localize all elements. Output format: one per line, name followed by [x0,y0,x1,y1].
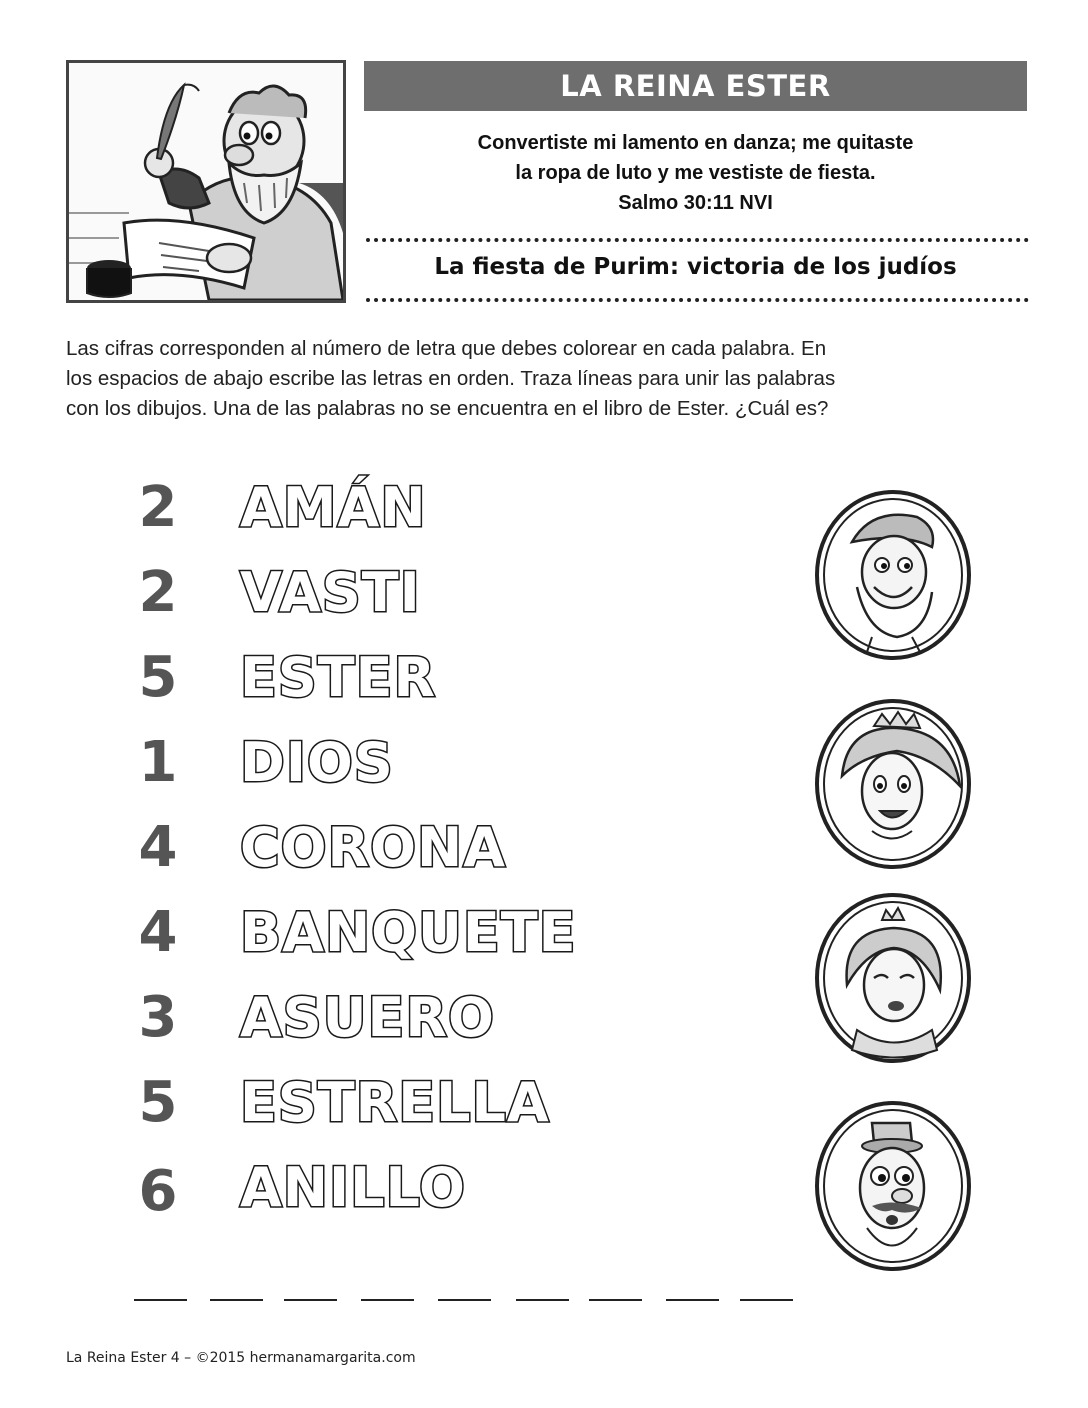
letter-number: 2 [138,475,178,540]
dotted-divider [366,298,1029,302]
instruction-line: Las cifras corresponden al número de letra que debes colorear en cada palabra. En [66,337,827,360]
letter-number: 4 [138,815,178,880]
instructions [66,334,1026,424]
answer-blank[interactable] [210,1299,263,1301]
outline-word[interactable]: AMÁN [240,476,427,539]
outline-word[interactable]: ANILLO [240,1156,466,1219]
outline-word[interactable]: CORONA [240,816,507,879]
answer-blank[interactable] [284,1299,337,1301]
answer-blank[interactable] [438,1299,491,1301]
outline-word[interactable]: ASUERO [240,986,495,1049]
crowned-queen-portrait[interactable] [812,890,974,1066]
verse-line: la ropa de luto y me vestiste de fiesta. [515,162,876,184]
letter-number: 6 [138,1159,178,1224]
dotted-divider [366,238,1029,242]
smiling-queen-portrait[interactable] [812,696,974,872]
answer-blank[interactable] [666,1299,719,1301]
outline-word[interactable]: DIOS [240,731,394,794]
bible-verse [364,128,1027,218]
outline-word[interactable]: VASTI [240,561,421,624]
letter-number: 5 [138,645,178,710]
verse-line: Convertiste mi lamento en danza; me quitaste [477,132,914,154]
footer-credit: La Reina Ester 4 – ©2015 hermanamargarita.com [66,1350,416,1366]
answer-blank[interactable] [134,1299,187,1301]
scribe-illustration [66,60,346,303]
letter-number: 1 [138,730,178,795]
man-with-hat-portrait[interactable] [812,1098,974,1274]
answer-blank[interactable] [589,1299,642,1301]
verse-reference: Salmo 30:11 NVI [618,192,773,214]
outline-word[interactable]: ESTRELLA [240,1071,550,1134]
letter-number: 5 [138,1070,178,1135]
instruction-line: con los dibujos. Una de las palabras no se encuentra en el libro de Ester. ¿Cuál es? [66,397,829,420]
bearded-man-portrait[interactable] [812,487,974,663]
answer-blank[interactable] [361,1299,414,1301]
letter-number: 3 [138,985,178,1050]
answer-blank[interactable] [516,1299,569,1301]
outline-word[interactable]: ESTER [240,646,437,709]
letter-number: 2 [138,560,178,625]
answer-blank[interactable] [740,1299,793,1301]
lesson-subtitle: La fiesta de Purim: victoria de los judíos [434,254,957,280]
page-title: LA REINA ESTER [364,61,1027,111]
outline-word[interactable]: BANQUETE [240,901,577,964]
scribe-drawing [69,63,343,300]
instruction-line: los espacios de abajo escribe las letras en orden. Traza líneas para unir las palabras [66,367,836,390]
letter-number: 4 [138,900,178,965]
